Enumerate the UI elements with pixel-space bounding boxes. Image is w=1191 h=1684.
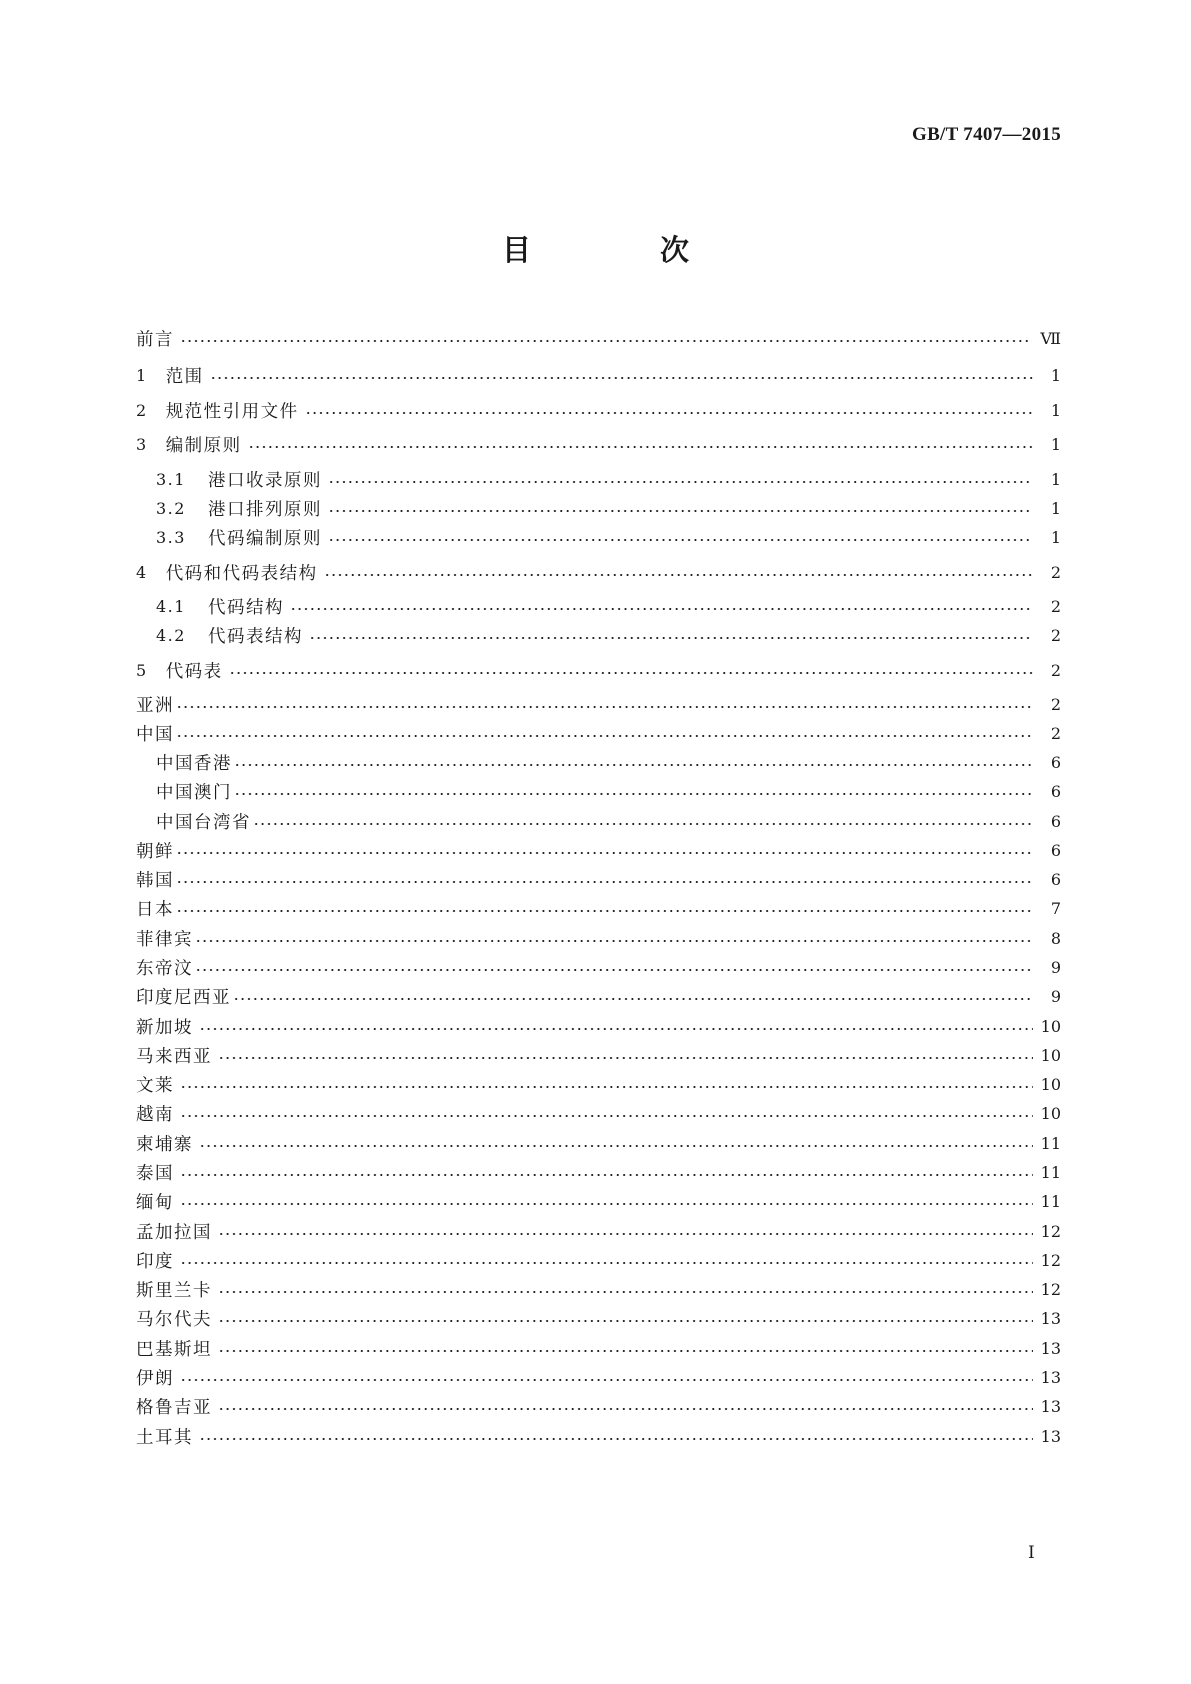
toc-entry-label bbox=[136, 496, 322, 521]
dot-leader bbox=[218, 1057, 1033, 1059]
dot-leader bbox=[180, 1203, 1033, 1205]
toc-entry-text: 朝鲜 bbox=[136, 841, 174, 862]
toc-entry-text: 印度 bbox=[136, 1251, 174, 1272]
toc-entry[interactable] bbox=[136, 749, 1061, 775]
dot-leader bbox=[290, 608, 1033, 610]
toc-entry[interactable] bbox=[136, 1364, 1061, 1390]
toc-entry-label bbox=[136, 1365, 174, 1390]
toc-entry-text: 港口收录原则 bbox=[207, 470, 322, 491]
toc-entry-page: 1 bbox=[1050, 527, 1061, 547]
dot-leader bbox=[195, 940, 1033, 942]
toc-entry-number: 4.1 bbox=[156, 596, 186, 616]
toc-entry-text: 新加坡 bbox=[136, 1017, 193, 1038]
toc-entry[interactable] bbox=[136, 866, 1061, 892]
toc-entry-number: 3.2 bbox=[156, 498, 186, 518]
toc-entry-page: 11 bbox=[1040, 1191, 1061, 1211]
toc-entry[interactable] bbox=[136, 954, 1061, 980]
toc-entry[interactable] bbox=[136, 622, 1061, 648]
toc-entry-label bbox=[136, 594, 284, 619]
toc-entry-text: 代码和代码表结构 bbox=[165, 563, 318, 584]
toc-entry-page: 13 bbox=[1040, 1426, 1061, 1446]
toc-entry-page: 10 bbox=[1040, 1045, 1061, 1065]
toc-entry-page: 12 bbox=[1040, 1250, 1061, 1270]
toc-entry-label bbox=[136, 692, 174, 717]
toc-entry[interactable] bbox=[136, 524, 1061, 550]
toc-entry-page: 6 bbox=[1050, 811, 1061, 831]
toc-entry[interactable] bbox=[136, 1071, 1061, 1097]
toc-entry[interactable] bbox=[136, 983, 1061, 1009]
toc-entry-page: 8 bbox=[1050, 928, 1061, 948]
toc-entry-page: Ⅶ bbox=[1040, 328, 1061, 348]
toc-entry-label bbox=[136, 955, 193, 980]
toc-entry-page: 11 bbox=[1040, 1162, 1061, 1182]
toc-entry-text: 日本 bbox=[136, 899, 174, 920]
toc-entry-page: 2 bbox=[1050, 723, 1061, 743]
standard-code: GB/T 7407—2015 bbox=[911, 124, 1061, 145]
toc-entry-page: 1 bbox=[1050, 498, 1061, 518]
toc-entry-label bbox=[136, 363, 204, 388]
dot-leader bbox=[199, 1145, 1033, 1147]
dot-leader bbox=[180, 1379, 1033, 1381]
page-number: I bbox=[1028, 1543, 1035, 1563]
toc-entry-number: 4.2 bbox=[156, 625, 186, 645]
toc-entry-label bbox=[136, 326, 174, 351]
toc-entry-label bbox=[136, 1189, 174, 1214]
toc-entry[interactable] bbox=[136, 1423, 1061, 1449]
toc-entry-text: 孟加拉国 bbox=[136, 1222, 212, 1243]
toc-entry-label bbox=[136, 1043, 212, 1068]
toc-entry-label bbox=[136, 1101, 174, 1126]
toc-entry[interactable] bbox=[136, 1218, 1061, 1244]
dot-leader bbox=[305, 412, 1033, 414]
toc-entry-page: 9 bbox=[1050, 986, 1061, 1006]
page-title: 目 次 bbox=[501, 233, 739, 267]
toc-entry[interactable] bbox=[136, 1013, 1061, 1039]
toc-entry[interactable] bbox=[136, 1130, 1061, 1156]
dot-leader bbox=[233, 998, 1033, 1000]
toc-entry-page: 1 bbox=[1050, 434, 1061, 454]
toc-entry-label bbox=[136, 1277, 212, 1302]
dot-leader bbox=[199, 1028, 1033, 1030]
toc-entry-label bbox=[136, 432, 242, 457]
toc-entry-page: 2 bbox=[1050, 562, 1061, 582]
toc-entry[interactable] bbox=[136, 720, 1061, 746]
toc-entry[interactable] bbox=[136, 925, 1061, 951]
toc-entry-text: 前言 bbox=[136, 329, 174, 350]
toc-entry[interactable] bbox=[136, 837, 1061, 863]
toc-entry-page: 2 bbox=[1050, 596, 1061, 616]
toc-entry[interactable] bbox=[136, 1159, 1061, 1185]
toc-entry-text: 编制原则 bbox=[165, 435, 242, 456]
toc-entry[interactable] bbox=[136, 1305, 1061, 1331]
toc-entry-text: 马来西亚 bbox=[136, 1046, 212, 1067]
toc-entry[interactable] bbox=[136, 431, 1061, 457]
toc-entry-number: 1 bbox=[136, 365, 148, 385]
dot-leader bbox=[309, 637, 1033, 639]
toc-entry[interactable] bbox=[136, 593, 1061, 619]
dot-leader bbox=[328, 510, 1033, 512]
dot-leader bbox=[180, 1262, 1033, 1264]
toc-entry-label bbox=[136, 1394, 212, 1419]
toc-entry-text: 代码表结构 bbox=[207, 626, 303, 647]
toc-entry[interactable] bbox=[136, 325, 1061, 351]
toc-entry[interactable] bbox=[136, 1100, 1061, 1126]
toc-entry-label bbox=[136, 984, 231, 1009]
dot-leader bbox=[180, 1115, 1033, 1117]
toc-entry-page: 12 bbox=[1040, 1279, 1061, 1299]
toc-entry-text: 缅甸 bbox=[136, 1192, 174, 1213]
dot-leader bbox=[324, 574, 1033, 576]
toc-entry-text: 格鲁吉亚 bbox=[136, 1397, 212, 1418]
toc-entry[interactable] bbox=[136, 1276, 1061, 1302]
dot-leader bbox=[218, 1350, 1033, 1352]
toc-entry-label bbox=[136, 1160, 174, 1185]
dot-leader bbox=[248, 446, 1033, 448]
toc-entry-text: 斯里兰卡 bbox=[136, 1280, 212, 1301]
toc-entry-page: 1 bbox=[1050, 469, 1061, 489]
toc-entry-page: 1 bbox=[1050, 365, 1061, 385]
toc-entry-text: 马尔代夫 bbox=[136, 1309, 212, 1330]
toc-entry-text: 中国澳门 bbox=[156, 782, 232, 803]
dot-leader bbox=[253, 823, 1033, 825]
toc-entry-page: 13 bbox=[1040, 1338, 1061, 1358]
dot-leader bbox=[180, 1174, 1033, 1176]
toc-entry-page: 13 bbox=[1040, 1367, 1061, 1387]
dot-leader bbox=[176, 706, 1033, 708]
toc-entry[interactable] bbox=[136, 495, 1061, 521]
toc-entry-label bbox=[136, 658, 223, 683]
dot-leader bbox=[328, 539, 1033, 541]
toc-entry-number: 4 bbox=[136, 562, 148, 582]
toc-entry-label bbox=[136, 623, 303, 648]
dot-leader bbox=[229, 672, 1033, 674]
dot-leader bbox=[180, 1086, 1033, 1088]
toc-entry[interactable] bbox=[136, 1335, 1061, 1361]
dot-leader bbox=[195, 969, 1033, 971]
toc-entry-label bbox=[136, 896, 174, 921]
toc-entry-label bbox=[136, 525, 322, 550]
toc-entry-page: 7 bbox=[1050, 898, 1061, 918]
toc-entry-label bbox=[136, 779, 232, 804]
toc-entry-text: 菲律宾 bbox=[136, 929, 193, 950]
dot-leader bbox=[176, 881, 1033, 883]
toc-entry-page: 2 bbox=[1050, 660, 1061, 680]
toc-entry-text: 泰国 bbox=[136, 1163, 174, 1184]
toc-entry-label bbox=[136, 838, 174, 863]
toc-entry-label bbox=[136, 926, 193, 951]
toc-entry-text: 土耳其 bbox=[136, 1427, 193, 1448]
toc-entry-text: 伊朗 bbox=[136, 1368, 174, 1389]
toc-entry-text: 代码结构 bbox=[207, 597, 284, 618]
toc-entry-label bbox=[136, 1072, 174, 1097]
toc-entry-label bbox=[136, 1248, 174, 1273]
toc-entry-page: 6 bbox=[1050, 869, 1061, 889]
dot-leader bbox=[328, 481, 1033, 483]
toc-entry-text: 代码编制原则 bbox=[207, 528, 322, 549]
dot-leader bbox=[176, 852, 1033, 854]
toc-entry[interactable] bbox=[136, 691, 1061, 717]
toc-entry[interactable] bbox=[136, 895, 1061, 921]
toc-entry-text: 文莱 bbox=[136, 1075, 174, 1096]
toc-entry-text: 亚洲 bbox=[136, 695, 174, 716]
toc-entry-label bbox=[136, 467, 322, 492]
toc-entry-text: 越南 bbox=[136, 1104, 174, 1125]
toc-entry[interactable] bbox=[136, 362, 1061, 388]
toc-entry-text: 中国台湾省 bbox=[156, 812, 251, 833]
toc-entry-label bbox=[136, 867, 174, 892]
toc-entry-page: 10 bbox=[1040, 1074, 1061, 1094]
toc-entry[interactable] bbox=[136, 1393, 1061, 1419]
toc-entry-text: 范围 bbox=[165, 366, 204, 387]
toc-entry-page: 6 bbox=[1050, 752, 1061, 772]
toc-entry-text: 规范性引用文件 bbox=[165, 401, 299, 422]
toc-entry-text: 代码表 bbox=[165, 661, 223, 682]
toc-entry-label bbox=[136, 1131, 193, 1156]
dot-leader bbox=[199, 1438, 1033, 1440]
toc-entry-label bbox=[136, 1219, 212, 1244]
dot-leader bbox=[234, 793, 1033, 795]
toc-entry-label bbox=[136, 1424, 193, 1449]
toc-entry-label bbox=[136, 398, 299, 423]
toc-entry[interactable] bbox=[136, 1247, 1061, 1273]
toc-entry-page: 9 bbox=[1050, 957, 1061, 977]
toc-entry[interactable] bbox=[136, 778, 1061, 804]
toc-entry[interactable] bbox=[136, 397, 1061, 423]
dot-leader bbox=[218, 1233, 1033, 1235]
toc-entry-label bbox=[136, 721, 174, 746]
toc-entry-label bbox=[136, 560, 318, 585]
toc-entry-text: 港口排列原则 bbox=[207, 499, 322, 520]
toc-entry[interactable] bbox=[136, 1188, 1061, 1214]
dot-leader bbox=[176, 735, 1033, 737]
toc-entry-text: 印度尼西亚 bbox=[136, 987, 231, 1008]
toc-entry-page: 1 bbox=[1050, 400, 1061, 420]
toc-entry-page: 13 bbox=[1040, 1308, 1061, 1328]
dot-leader bbox=[218, 1408, 1033, 1410]
toc-entry-number: 2 bbox=[136, 400, 148, 420]
toc-entry-page: 11 bbox=[1040, 1133, 1061, 1153]
toc-entry-text: 东帝汶 bbox=[136, 958, 193, 979]
toc-entry-text: 巴基斯坦 bbox=[136, 1339, 212, 1360]
toc-entry-label bbox=[136, 1014, 193, 1039]
dot-leader bbox=[218, 1320, 1033, 1322]
toc-entry-page: 2 bbox=[1050, 694, 1061, 714]
toc-entry-number: 5 bbox=[136, 660, 148, 680]
dot-leader bbox=[176, 910, 1033, 912]
toc-entry-page: 6 bbox=[1050, 840, 1061, 860]
toc-entry[interactable] bbox=[136, 559, 1061, 585]
toc-entry-text: 中国香港 bbox=[156, 753, 232, 774]
dot-leader bbox=[218, 1291, 1033, 1293]
toc-entry-label bbox=[136, 1306, 212, 1331]
toc-entry-page: 2 bbox=[1050, 625, 1061, 645]
toc-entry-number: 3.3 bbox=[156, 527, 186, 547]
toc-entry[interactable] bbox=[136, 1042, 1061, 1068]
dot-leader bbox=[180, 340, 1032, 342]
toc-entry-text: 柬埔寨 bbox=[136, 1134, 193, 1155]
toc-entry-page: 12 bbox=[1040, 1221, 1061, 1241]
toc-entry[interactable] bbox=[136, 466, 1061, 492]
toc-entry-label bbox=[136, 1336, 212, 1361]
toc-entry-label bbox=[136, 809, 251, 834]
toc-entry-text: 韩国 bbox=[136, 870, 174, 891]
toc-entry-page: 10 bbox=[1040, 1103, 1061, 1123]
toc-entry-text: 中国 bbox=[136, 724, 174, 745]
toc-entry-number: 3 bbox=[136, 434, 148, 454]
toc-entry-page: 6 bbox=[1050, 781, 1061, 801]
toc-entry-label bbox=[136, 750, 232, 775]
dot-leader bbox=[210, 377, 1033, 379]
toc-entry[interactable] bbox=[136, 808, 1061, 834]
dot-leader bbox=[234, 764, 1033, 766]
toc-entry-number: 3.1 bbox=[156, 469, 186, 489]
toc-entry-page: 10 bbox=[1040, 1016, 1061, 1036]
toc-entry-page: 13 bbox=[1040, 1396, 1061, 1416]
toc-entry[interactable] bbox=[136, 657, 1061, 683]
